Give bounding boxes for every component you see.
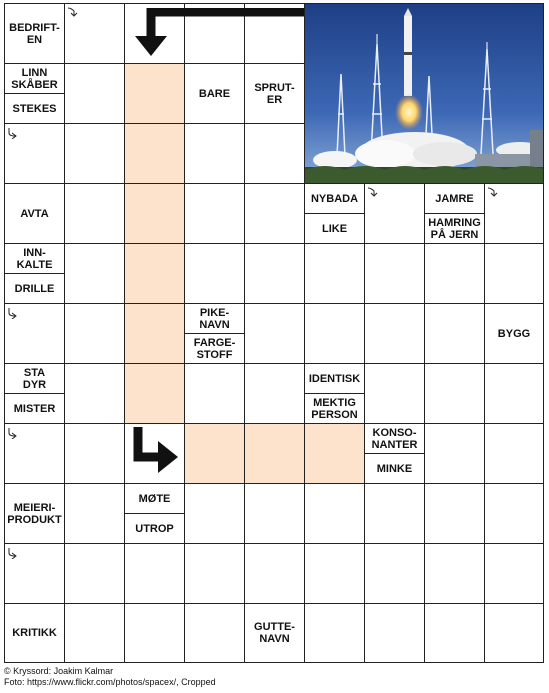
grid-cell[interactable]: [184, 603, 245, 663]
grid-cell[interactable]: [364, 603, 425, 663]
clue-spruter: SPRUT- ER: [244, 63, 305, 124]
grid-cell[interactable]: [64, 243, 125, 304]
grid-cell[interactable]: [184, 183, 245, 244]
arrow-down-right-icon: [130, 427, 182, 479]
grid-cell[interactable]: [244, 543, 305, 604]
clue-bedriften: BEDRIFT- EN: [4, 3, 65, 64]
grid-cell[interactable]: [424, 603, 485, 663]
highlighted-cell[interactable]: [124, 183, 185, 244]
clue-sta-dyr: STA DYR: [4, 363, 65, 394]
clue-minke: MINKE: [364, 453, 425, 484]
grid-cell[interactable]: [304, 303, 365, 364]
grid-cell[interactable]: [484, 423, 544, 484]
grid-cell[interactable]: [424, 303, 485, 364]
arrow-down-left-icon: [129, 8, 305, 58]
grid-cell[interactable]: [364, 543, 425, 604]
clue-linn-skaber: LINN SKÅBER: [4, 63, 65, 94]
grid-cell[interactable]: [64, 483, 125, 544]
highlighted-cell[interactable]: [124, 63, 185, 124]
clue-bygg: BYGG: [484, 303, 544, 364]
clue-drille: DRILLE: [4, 273, 65, 304]
clue-pikenavn: PIKE- NAVN: [184, 303, 245, 334]
grid-cell[interactable]: [424, 543, 485, 604]
grid-cell[interactable]: [484, 243, 544, 304]
clue-arrow-icon: [366, 186, 380, 198]
clue-hamring-pa-jern: HAMRING PÅ JERN: [424, 213, 485, 244]
grid-cell[interactable]: [364, 363, 425, 424]
grid-cell[interactable]: [244, 303, 305, 364]
grid-cell[interactable]: [364, 483, 425, 544]
grid-cell[interactable]: [364, 303, 425, 364]
grid-cell[interactable]: [64, 603, 125, 663]
grid-cell[interactable]: [484, 483, 544, 544]
highlighted-cell[interactable]: [124, 123, 185, 184]
grid-cell[interactable]: [244, 183, 305, 244]
grid-cell[interactable]: [424, 423, 485, 484]
grid-cell[interactable]: [484, 543, 544, 604]
clue-arrow-icon: [6, 127, 20, 139]
grid-cell[interactable]: [484, 363, 544, 424]
grid-cell[interactable]: [184, 543, 245, 604]
clue-arrow-icon: [486, 186, 500, 198]
grid-cell[interactable]: [424, 483, 485, 544]
clue-avta: AVTA: [4, 183, 65, 244]
grid-cell[interactable]: [424, 243, 485, 304]
clue-utrop: UTROP: [124, 513, 185, 544]
grid-cell[interactable]: [244, 483, 305, 544]
clue-arrow-icon: [6, 307, 20, 319]
grid-cell[interactable]: [364, 243, 425, 304]
clue-kritikk: KRITIKK: [4, 603, 65, 663]
grid-cell[interactable]: [64, 543, 125, 604]
grid-cell[interactable]: [304, 603, 365, 663]
highlighted-cell[interactable]: [304, 423, 365, 484]
clue-arrow-icon: [6, 427, 20, 439]
crossword-credit: © Kryssord: Joakim Kalmar: [4, 666, 114, 676]
grid-cell[interactable]: [304, 483, 365, 544]
clue-arrow-icon: [6, 547, 20, 559]
grid-cell[interactable]: [64, 363, 125, 424]
grid-cell[interactable]: [244, 363, 305, 424]
grid-cell[interactable]: [184, 123, 245, 184]
grid-cell[interactable]: [64, 183, 125, 244]
clue-mote: MØTE: [124, 483, 185, 514]
grid-cell[interactable]: [244, 243, 305, 304]
grid-cell[interactable]: [484, 603, 544, 663]
clue-innkalte: INN- KALTE: [4, 243, 65, 274]
rocket-launch-photo: [304, 3, 544, 184]
clue-mister: MISTER: [4, 393, 65, 424]
highlighted-cell[interactable]: [244, 423, 305, 484]
clue-stekes: STEKES: [4, 93, 65, 124]
grid-cell[interactable]: [64, 63, 125, 124]
grid-cell[interactable]: [424, 363, 485, 424]
grid-cell[interactable]: [244, 123, 305, 184]
highlighted-cell[interactable]: [184, 423, 245, 484]
grid-cell[interactable]: [124, 543, 185, 604]
photo-credit: Foto: https://www.flickr.com/photos/spacex/, Cropped: [4, 677, 216, 687]
clue-nybada: NYBADA: [304, 183, 365, 214]
clue-fargestoff: FARGE- STOFF: [184, 333, 245, 364]
clue-jamre: JAMRE: [424, 183, 485, 214]
highlighted-cell[interactable]: [124, 363, 185, 424]
grid-cell[interactable]: [184, 483, 245, 544]
clue-bare: BARE: [184, 63, 245, 124]
grid-cell[interactable]: [184, 363, 245, 424]
clue-guttenavn: GUTTE- NAVN: [244, 603, 305, 663]
clue-meieriprodukt: MEIERI- PRODUKT: [4, 483, 65, 544]
clue-like: LIKE: [304, 213, 365, 244]
highlighted-cell[interactable]: [124, 243, 185, 304]
grid-cell[interactable]: [304, 543, 365, 604]
clue-konsonanter: KONSO- NANTER: [364, 423, 425, 454]
clue-mektig-person: MEKTIG PERSON: [304, 393, 365, 424]
grid-cell[interactable]: [304, 243, 365, 304]
grid-cell[interactable]: [64, 303, 125, 364]
clue-identisk: IDENTISK: [304, 363, 365, 394]
grid-cell[interactable]: [64, 423, 125, 484]
highlighted-cell[interactable]: [124, 303, 185, 364]
grid-cell[interactable]: [64, 123, 125, 184]
clue-arrow-icon: [66, 6, 80, 18]
crossword-grid: [4, 3, 544, 663]
grid-cell[interactable]: [124, 603, 185, 663]
grid-cell[interactable]: [184, 243, 245, 304]
